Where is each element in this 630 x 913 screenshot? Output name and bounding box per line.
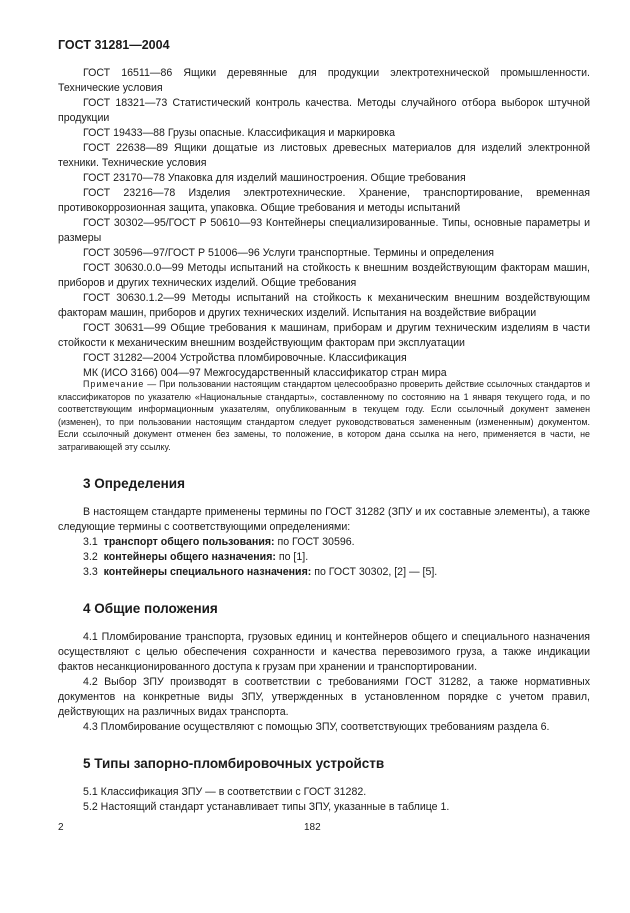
reference-item: МК (ИСО 3166) 004—97 Межгосударственный классификатор стран мира: [83, 367, 447, 379]
term-name: контейнеры общего назначения:: [103, 551, 276, 563]
term-item: 3.2 контейнеры общего назначения: по [1].: [83, 551, 309, 563]
section-3-intro: В настоящем стандарте применены термины по ГОСТ 31282 (ЗПУ и их составные элементы), а также следующие термины с соответствующими определениями:: [58, 506, 590, 533]
note-text: — При пользовании настоящим стандартом целесообразно проверить действие ссылочных стандартов и классификаторов по указателю «Национальные стандарты», составленному по состоянию на 1 января текущего года, и по соответствующим информационным указателям, опубликованным в текущем году. Если ссылочный документ заменен (изменен), то при пользовании настоящим стандартом следует руководствоваться замененным (измененным) документом. Если ссылочный документ отменен без замены, то положение, в котором дана ссылка на него, применяется в части, не затрагивающей эту ссылку.: [58, 379, 590, 452]
paragraph: 5.2 Настоящий стандарт устанавливает типы ЗПУ, указанные в таблице 1.: [83, 801, 450, 813]
reference-item: ГОСТ 19433—88 Грузы опасные. Классификация и маркировка: [83, 127, 396, 139]
term-name: контейнеры специального назначения:: [103, 566, 312, 578]
page-header: ГОСТ 31281—2004: [58, 38, 170, 52]
reference-item: ГОСТ 22638—89 Ящики дощатые из листовых древесных материалов для изделий электронной техники. Технические условия: [58, 142, 590, 169]
normative-references-list: [58, 66, 590, 381]
section-3-body: [58, 505, 590, 580]
reference-item: ГОСТ 30596—97/ГОСТ Р 51006—96 Услуги транспортные. Термины и определения: [83, 247, 495, 259]
term-definition: по ГОСТ 30302, [2] — [5].: [311, 566, 438, 578]
sheet-number: 182: [304, 822, 321, 833]
term-item: 3.3 контейнеры специального назначения: по ГОСТ 30302, [2] — [5].: [83, 566, 438, 578]
term-item: 3.1 транспорт общего пользования: по ГОСТ 30596.: [83, 536, 355, 548]
reference-item: ГОСТ 18321—73 Статистический контроль качества. Методы случайного отбора выборок штучной продукции: [58, 97, 590, 124]
reference-item: ГОСТ 30630.1.2—99 Методы испытаний на стойкость к механическим внешним воздействующим факторам машин, приборов и других технических изделий. Испытания на воздействие вибрации: [58, 292, 590, 319]
note-label: Примечание: [83, 379, 145, 389]
note: [58, 378, 590, 454]
page-number: 2: [58, 822, 64, 833]
term-definition: по [1].: [275, 551, 309, 563]
paragraph: 4.2 Выбор ЗПУ производят в соответствии с требованиями ГОСТ 31282, а также нормативных документов на конкретные виды ЗПУ, утвержденных в установленном порядке с учетом правил, действующих на различных видах транспорта.: [58, 676, 590, 718]
paragraph: 4.3 Пломбирование осуществляют с помощью ЗПУ, соответствующих требованиям раздела 6.: [83, 721, 550, 733]
section-3-title: 3 Определения: [83, 476, 185, 491]
term-name: транспорт общего пользования:: [103, 536, 275, 548]
section-5-title: 5 Типы запорно-пломбировочных устройств: [83, 756, 385, 771]
reference-item: ГОСТ 23216—78 Изделия электротехнические. Хранение, транспортирование, временная противокоррозионная защита, упаковка. Общие требования и методы испытаний: [58, 187, 590, 214]
reference-item: ГОСТ 16511—86 Ящики деревянные для продукции электротехнической промышленности. Технические условия: [58, 67, 590, 94]
term-definition: по ГОСТ 30596.: [274, 536, 355, 548]
paragraph: 4.1 Пломбирование транспорта, грузовых единиц и контейнеров общего и специального назначения осуществляют с целью обеспечения сохранности и качества перевозимого груза, а также индикации фактов несанкционированного доступа к грузам при хранении и транспортировании.: [58, 631, 590, 673]
reference-item: ГОСТ 31282—2004 Устройства пломбировочные. Классификация: [83, 352, 407, 364]
section-4-title: 4 Общие положения: [83, 601, 218, 616]
section-5-body: [58, 785, 590, 815]
reference-item: ГОСТ 30630.0.0—99 Методы испытаний на стойкость к внешним воздействующим факторам машин, приборов и других технических изделий. Общие требования: [58, 262, 590, 289]
section-4-body: [58, 630, 590, 735]
reference-item: ГОСТ 30631—99 Общие требования к машинам, приборам и другим техническим изделиям в части стойкости к механическим внешним воздействующим факторам при эксплуатации: [58, 322, 590, 349]
paragraph: 5.1 Классификация ЗПУ — в соответствии с ГОСТ 31282.: [83, 786, 367, 798]
reference-item: ГОСТ 23170—78 Упаковка для изделий машиностроения. Общие требования: [83, 172, 466, 184]
reference-item: ГОСТ 30302—95/ГОСТ Р 50610—93 Контейнеры специализированные. Типы, основные параметры и размеры: [58, 217, 590, 244]
